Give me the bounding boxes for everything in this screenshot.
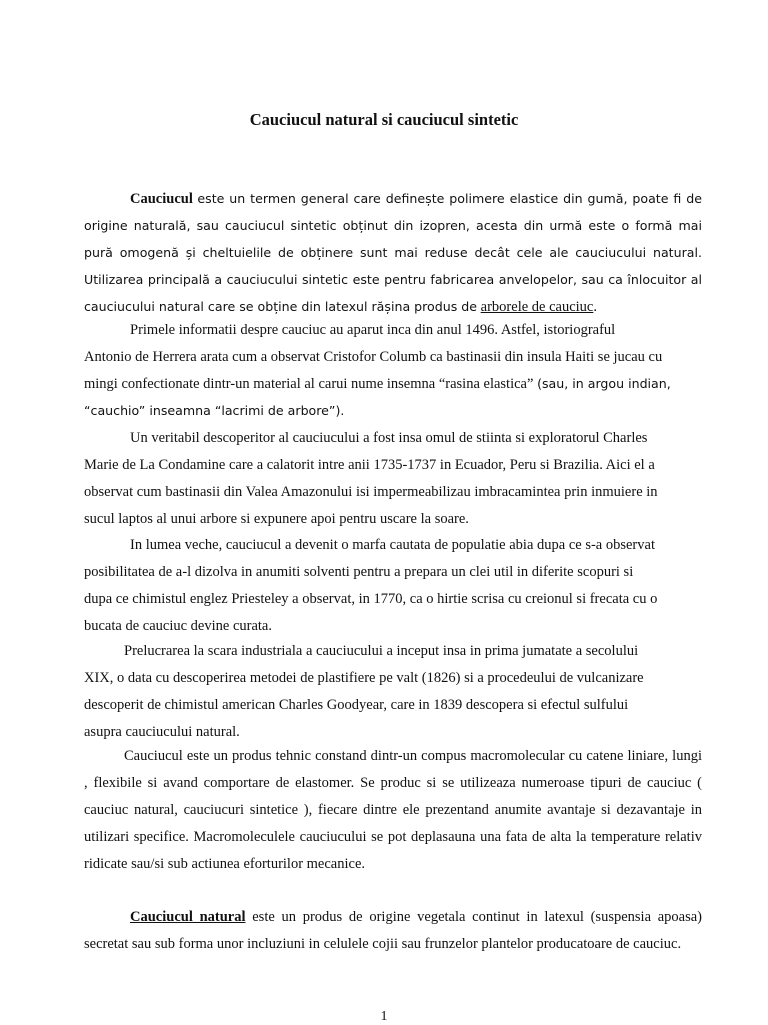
- paragraph-natural-rubber: [84, 904, 702, 958]
- intro-text: este un termen general care definește polimere elastice din gumă, poate fi de origine naturală, sau cauciucul sintetic obținut din izopren, acesta din urmă este o formă mai pură omogenă și cheltuielile de obținere sunt mai reduse decât cele ale cauciucului natural. Utilizarea principală a cauciucului sintetic este pentru fabricarea anvelopelor, sau ca înlocuitor al cauciucului natural care se obține din latexul rășina produs de: [84, 191, 702, 314]
- industrial-line-4: asupra cauciucului natural.: [84, 723, 240, 740]
- industrial-line-2: XIX, o data cu descoperirea metodei de plastifiere pe valt (1826) si a procedeului de vulcanizare: [84, 669, 644, 686]
- paragraph-condamine: [84, 425, 702, 533]
- paragraph-definition: [84, 743, 702, 878]
- paragraph-history: [84, 317, 702, 425]
- history-line-1: Primele informatii despre cauciuc au aparut inca din anul 1496. Astfel, istoriograful: [130, 322, 616, 338]
- condamine-line-1: Un veritabil descoperitor al cauciucului a fost insa omul de stiinta si exploratorul Charles: [130, 430, 648, 446]
- intro-end: .: [593, 298, 597, 315]
- old-world-line-2: posibilitatea de a-l dizolva in anumiti solventi pentru a prepara un clei util in diferite scopuri si: [84, 563, 634, 580]
- history-line-3: mingi confectionate dintr-un material al carui nume insemna “rasina elastica”: [84, 375, 534, 392]
- old-world-line-4: bucata de cauciuc devine curata.: [84, 617, 272, 634]
- term-cauciucul: Cauciucul: [130, 191, 193, 207]
- condamine-line-2: Marie de La Condamine care a calatorit intre anii 1735-1737 in Ecuador, Peru si Brazilia. Aici el a: [84, 456, 655, 473]
- paragraph-old-world: [84, 532, 702, 640]
- history-line-3b: (sau, in argou indian,: [537, 375, 671, 391]
- page-number: 1: [380, 1009, 388, 1024]
- condamine-line-3: observat cum bastinasii din Valea Amazonului isi impermeabilizau imbracamintea prin inmuiere in: [84, 483, 658, 500]
- industrial-line-1: Prelucrarea la scara industriala a cauciucului a inceput insa in prima jumatate a secolului: [124, 643, 639, 659]
- natural-rubber-text: este un produs de origine vegetala continut in latexul (suspensia apoasa) secretat sau sub forma unor incluziuni in celulele cojii sau frunzelor plantelor producatoare de cauciuc.: [84, 909, 703, 952]
- old-world-line-3: dupa ce chimistul englez Priesteley a observat, in 1770, ca o hirtie scrisa cu creionul si frecata cu o: [84, 590, 658, 607]
- history-line-4: “cauchio” inseamna “lacrimi de arbore”).: [84, 402, 345, 418]
- condamine-line-4: sucul laptos al unui arbore si expunere apoi pentru uscare la soare.: [84, 510, 469, 527]
- history-line-2: Antonio de Herrera arata cum a observat Cristofor Columb ca bastinasii din insula Haiti se jucau cu: [84, 348, 663, 365]
- old-world-line-1: In lumea veche, cauciucul a devenit o marfa cautata de populatie abia dupa ce s-a observat: [130, 537, 655, 553]
- paragraph-intro: [84, 186, 702, 321]
- link-arborele-de-cauciuc[interactable]: arborele de cauciuc: [480, 298, 594, 315]
- document-title: Cauciucul natural si cauciucul sintetic: [249, 110, 519, 129]
- industrial-line-3: descoperit de chimistul american Charles Goodyear, care in 1839 descopera si efectul sulfului: [84, 696, 629, 713]
- term-cauciucul-natural: Cauciucul natural: [130, 909, 246, 925]
- definition-text: Cauciucul este un produs tehnic constand dintr-un compus macromolecular cu catene liniare, lungi , flexibile si avand comportare de elastomer. Se produc si se utilizeaza numeroase tipuri de cauciuc ( cauciuc natural, cauciucuri sintetice ), fiecare dintre ele prezentand anumite avantaje si dezavantaje in utilizari specifice. Macromoleculele cauciucului se pot deplasauna una fata de alta la temperature relativ ridicate sau/si sub actiunea eforturilor mecanice.: [84, 748, 702, 872]
- paragraph-industrial: [84, 638, 702, 746]
